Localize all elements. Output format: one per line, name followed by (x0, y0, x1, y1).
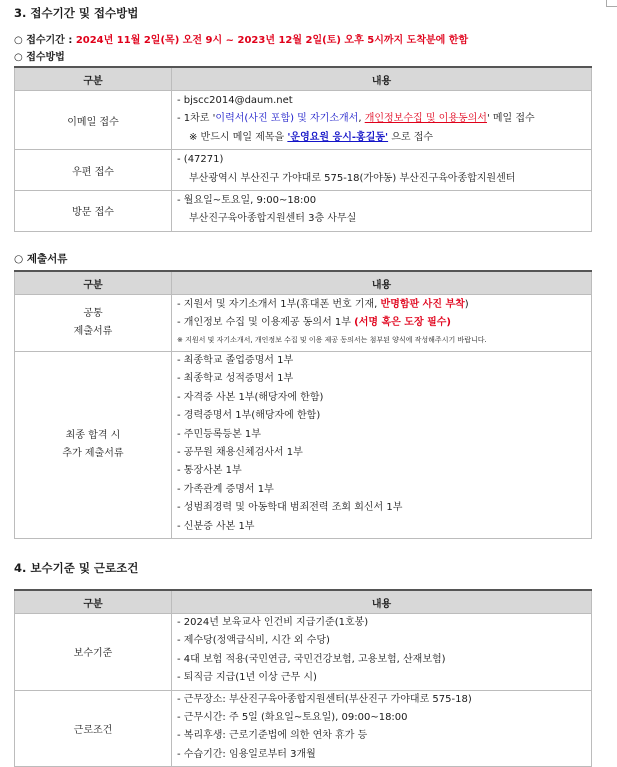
final-doc-item: - 최종학교 성적증명서 1부 (177, 373, 294, 385)
docs-header-content: 내용 (172, 271, 592, 295)
section-3-title: 3. 접수기간 및 접수방법 (14, 6, 139, 20)
mail-row (15, 150, 592, 191)
final-doc-item: - 성범죄경력 및 아동학대 범죄전력 조회 회신서 1부 (177, 502, 403, 514)
method-header-content: 내용 (172, 67, 592, 91)
final-docs-list (172, 352, 592, 539)
final-doc-item: - 공무원 채용신체검사서 1부 (177, 447, 303, 459)
docs-title: ○ 제출서류 (14, 253, 68, 265)
final-doc-item: - 가족관계 증명서 1부 (177, 483, 274, 495)
final-doc-item: - 주민등록등본 1부 (177, 428, 261, 440)
mail-address: 부산광역시 부산진구 가야대로 575-18(가야동) 부산진구육아종합지원센터 (189, 172, 516, 184)
method-table (14, 66, 592, 232)
docs-header-category: 구분 (15, 271, 172, 295)
page-corner-mark (606, 0, 617, 7)
visit-label: 방문 접수 (15, 191, 172, 232)
work-item: - 복리후생: 근로기준법에 의한 연차 휴가 등 (177, 730, 368, 742)
mail-zip: - (47271) (177, 154, 224, 166)
section-4-title: 4. 보수기준 및 근로조건 (14, 561, 139, 575)
work-label: 근로조건 (15, 690, 172, 767)
email-line2: - 1차로 '이력서(사진 포함) 및 자기소개서, 개인정보수집 및 이용동의서' 메일 접수 (177, 113, 535, 125)
final-doc-item: - 통장사본 1부 (177, 465, 242, 477)
pay-table (14, 589, 592, 767)
method-label: ○ 접수방법 (14, 52, 65, 63)
email-row (15, 91, 592, 150)
pay-label: 보수기준 (15, 614, 172, 691)
docs-table (14, 270, 592, 539)
email-label: 이메일 접수 (15, 91, 172, 150)
pay-item: - 퇴직금 지급(1년 이상 근무 시) (177, 672, 317, 684)
period-value: 2024년 11월 2일(목) 오전 9시 ~ 2023년 12월 2일(토) 오후 5시까지 도착분에 한함 (75, 35, 469, 46)
visit-place: 부산진구육아종합지원센터 3층 사무실 (189, 213, 357, 225)
common-docs-row (15, 295, 592, 352)
final-doc-item: - 자격증 사본 1부(해당자에 한함) (177, 391, 324, 403)
final-doc-item: - 최종학교 졸업증명서 1부 (177, 355, 294, 366)
period-label: ○ 접수기간 : (14, 35, 76, 46)
pay-item: - 2024년 보육교사 인건비 지급기준(1호봉) (177, 617, 369, 628)
final-docs-label: 최종 합격 시 추가 제출서류 (15, 352, 172, 539)
final-docs-row (15, 352, 592, 539)
visit-row (15, 191, 592, 232)
common-docs-label: 공통 제출서류 (15, 295, 172, 352)
work-row (15, 690, 592, 767)
mail-label: 우편 접수 (15, 150, 172, 191)
email-address: - bjscc2014@daum.net (177, 95, 293, 106)
common-doc-note: ※ 지원서 및 자기소개서, 개인정보 수집 및 이용 제공 동의서는 첨부된 양식에 작성해주시기 바랍니다. (177, 335, 487, 344)
final-doc-item: - 신분증 사본 1부 (177, 520, 255, 532)
pay-header-category: 구분 (15, 590, 172, 614)
common-doc-2: - 개인정보 수집 및 이용제공 동의서 1부 (서명 혹은 도장 필수) (177, 317, 451, 329)
final-doc-item: - 경력증명서 1부(해당자에 한함) (177, 410, 321, 422)
email-line3: ※ 반드시 메일 제목을 '운영요원 응시-홍길동' 으로 접수 (189, 131, 434, 143)
pay-item: - 4대 보험 적용(국민연금, 국민건강보험, 고용보험, 산재보험) (177, 653, 446, 665)
method-header-category: 구분 (15, 67, 172, 91)
pay-item: - 제수당(정액급식비, 시간 외 수당) (177, 635, 330, 647)
pay-header-content: 내용 (172, 590, 592, 614)
work-item: - 근무시간: 주 5일 (화요일~토요일), 09:00~18:00 (177, 712, 408, 724)
pay-row (15, 614, 592, 691)
visit-hours: - 월요일~토요일, 9:00~18:00 (177, 195, 317, 207)
common-doc-1: - 지원서 및 자기소개서 1부(휴대폰 번호 기재, 반명함판 사진 부착) (177, 299, 469, 310)
work-item: - 수습기간: 임용일로부터 3개월 (177, 748, 316, 760)
work-item: - 근무장소: 부산진구육아종합지원센터(부산진구 가야대로 575-18) (177, 693, 472, 705)
period-line (14, 31, 468, 46)
